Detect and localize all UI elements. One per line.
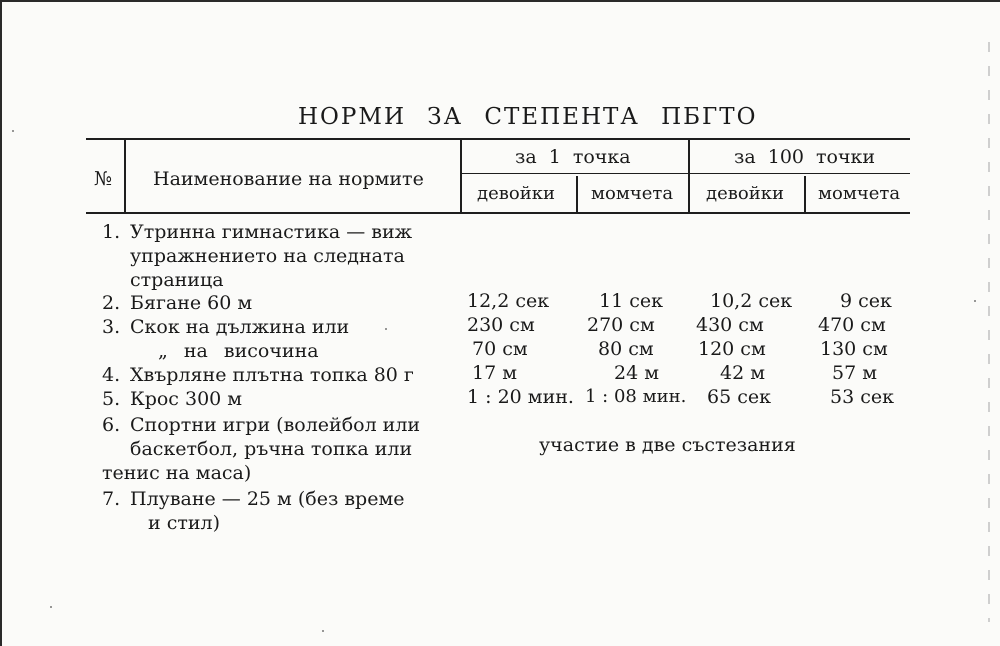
scan-speck — [974, 300, 976, 302]
col-divider-name — [460, 140, 462, 212]
row-5-boys-100: 53 сек — [830, 386, 894, 408]
table-header-bottom-rule — [86, 212, 910, 214]
scan-speck — [12, 130, 14, 132]
row-3-girls-1: 230 см — [467, 314, 535, 336]
row-2-girls-1: 12,2 сек — [467, 290, 550, 312]
group-sub-rule — [462, 173, 910, 174]
row-3b-girls-100: 120 см — [698, 338, 766, 360]
header-girls-1: девойки — [477, 183, 555, 204]
row-3-boys-100: 470 см — [818, 314, 886, 336]
row-3b-girls-1: 70 см — [472, 338, 528, 360]
page-title: НОРМИ ЗА СТЕПЕНТА ПБГТО — [298, 104, 758, 130]
row-4-girls-100: 42 м — [720, 362, 765, 384]
row-1-line-2: упражнението на следната — [130, 245, 405, 267]
row-4-boys-100: 57 м — [832, 362, 877, 384]
row-6-number: 6. — [102, 414, 121, 436]
col-divider-g2 — [804, 176, 806, 212]
header-group-1-point: за 1 точка — [515, 146, 631, 168]
row-2-boys-1: 11 сек — [599, 290, 663, 312]
row-6-line-3: тенис на маса) — [102, 462, 252, 484]
row-7-number: 7. — [102, 488, 121, 510]
row-6-line-1: Спортни игри (волейбол или — [130, 414, 421, 436]
row-1-number: 1. — [102, 221, 121, 243]
row-4-boys-1: 24 м — [614, 362, 659, 384]
row-7-line-2: и стил) — [148, 512, 221, 534]
scan-edge-shadow — [988, 42, 990, 622]
row-2-boys-100: 9 сек — [840, 290, 892, 312]
header-number-sign: № — [94, 168, 112, 190]
row-7-line-1: Плуване — 25 м (без време — [130, 488, 405, 510]
row-1-line-3: страница — [130, 269, 224, 291]
row-5-girls-1: 1 : 20 мин. — [467, 386, 574, 408]
row-6-note: участие в две състезания — [539, 434, 796, 456]
row-3b-boys-1: 80 см — [598, 338, 654, 360]
row-5-name: Крос 300 м — [130, 388, 243, 410]
scan-speck — [50, 606, 52, 608]
row-3b-boys-100: 130 см — [820, 338, 888, 360]
scan-speck — [322, 630, 324, 632]
row-4-name: Хвърляне плътна топка 80 г — [130, 364, 414, 386]
row-2-name: Бягане 60 м — [130, 292, 253, 314]
row-2-girls-100: 10,2 сек — [710, 290, 793, 312]
row-5-number: 5. — [102, 388, 121, 410]
col-divider-groups — [688, 140, 690, 212]
table-top-rule — [86, 138, 910, 140]
row-3-name: Скок на дължина или — [130, 316, 350, 338]
scan-speck — [385, 328, 387, 330]
row-3-boys-1: 270 см — [587, 314, 655, 336]
row-1-line-1: Утринна гимнастика — виж — [130, 221, 413, 243]
row-4-girls-1: 17 м — [472, 362, 517, 384]
row-3-girls-100: 430 см — [696, 314, 764, 336]
header-boys-1: момчета — [591, 183, 674, 204]
row-4-number: 4. — [102, 364, 121, 386]
header-name-column: Наименование на нормите — [153, 168, 424, 190]
row-5-girls-100: 65 сек — [707, 386, 771, 408]
row-5-boys-1: 1 : 08 мин. — [585, 386, 687, 407]
header-group-100-points: за 100 точки — [734, 146, 876, 168]
row-3-number: 3. — [102, 316, 121, 338]
col-divider-g1 — [576, 176, 578, 212]
row-6-line-2: баскетбол, ръчна топка или — [130, 438, 413, 460]
row-3b-name: „ на височина — [158, 340, 319, 362]
header-boys-100: момчета — [818, 183, 901, 204]
col-divider-number — [124, 140, 126, 212]
row-2-number: 2. — [102, 292, 121, 314]
header-girls-100: девойки — [706, 183, 784, 204]
